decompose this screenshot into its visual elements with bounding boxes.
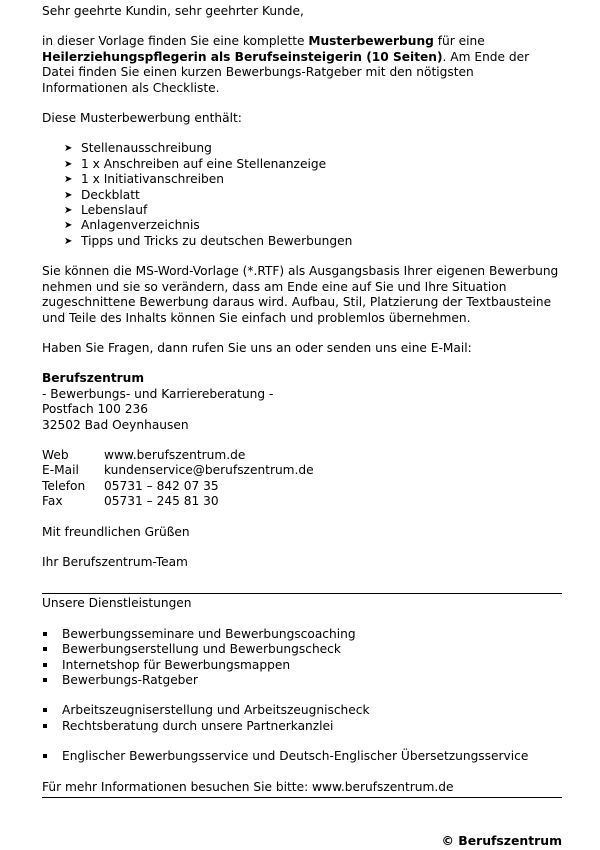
contact-table bbox=[42, 448, 562, 510]
list-item-text: Deckblatt bbox=[81, 187, 140, 202]
contact-value: kundenservice@berufszentrum.de bbox=[104, 463, 314, 478]
contact-label: Telefon bbox=[42, 478, 86, 493]
list-item bbox=[64, 141, 562, 156]
list-item bbox=[64, 157, 562, 172]
arrow-bullet-icon: ➤ bbox=[64, 143, 73, 155]
greeting: Sehr geehrte Kundin, sehr geehrter Kunde, bbox=[42, 4, 304, 18]
services-list-2 bbox=[42, 703, 562, 734]
square-bullet-icon bbox=[43, 708, 47, 712]
questions-paragraph: Haben Sie Fragen, dann rufen Sie uns an oder senden uns eine E-Mail: bbox=[42, 340, 472, 355]
intro-bold-2: Heilerziehungspflegerin als Berufseinsteigerin (10 Seiten) bbox=[42, 49, 443, 64]
arrow-bullet-icon: ➤ bbox=[64, 189, 73, 201]
contents-heading: Diese Musterbewerbung enthält: bbox=[42, 111, 242, 126]
city: 32502 Bad Oeynhausen bbox=[42, 417, 189, 432]
arrow-bullet-icon: ➤ bbox=[64, 235, 73, 247]
list-item: Bewerbungserstellung und Bewerbungscheck bbox=[42, 642, 562, 657]
services-list-1 bbox=[42, 627, 562, 689]
square-bullet-icon bbox=[43, 678, 47, 682]
list-item-text: Anlagenverzeichnis bbox=[81, 218, 200, 233]
list-item bbox=[64, 172, 562, 187]
closing: Mit freundlichen Grüßen bbox=[42, 524, 190, 539]
list-item-text: Tipps und Tricks zu deutschen Bewerbungen bbox=[81, 233, 353, 248]
arrow-bullet-icon: ➤ bbox=[64, 220, 73, 232]
services-list-3 bbox=[42, 749, 562, 764]
company-tagline: - Bewerbungs- und Karriereberatung - bbox=[42, 386, 274, 401]
contact-label: Web bbox=[42, 447, 69, 462]
divider bbox=[42, 797, 562, 798]
list-item: Bewerbungsseminare und Bewerbungscoaching bbox=[42, 627, 562, 642]
list-item-text: 1 x Anschreiben auf eine Stellenanzeige bbox=[81, 156, 327, 171]
square-bullet-icon bbox=[43, 632, 47, 636]
contact-value: 05731 – 842 07 35 bbox=[104, 478, 219, 493]
contents-list bbox=[42, 141, 562, 249]
list-item: Rechtsberatung durch unsere Partnerkanzlei bbox=[42, 719, 562, 734]
usage-paragraph: Sie können die MS-Word-Vorlage (*.RTF) als Ausgangsbasis Ihrer eigenen Bewerbung nehmen und sie so verändern, dass am Ende eine auf Sie und Ihre Situation zugeschnittene Bewerbung daraus wird. Aufbau, Stil, Platzierung der Textbausteine und Teile des Inhalts können Sie einfach und problemlos übernehmen. bbox=[42, 264, 559, 325]
document-page bbox=[42, 4, 562, 798]
list-item bbox=[64, 188, 562, 203]
divider bbox=[42, 593, 562, 594]
list-item-text: Lebenslauf bbox=[81, 203, 148, 218]
square-bullet-icon bbox=[43, 647, 47, 651]
services-heading: Unsere Dienstleistungen bbox=[42, 596, 192, 611]
signature: Ihr Berufszentrum-Team bbox=[42, 554, 188, 569]
address-block bbox=[42, 371, 562, 433]
list-item: Bewerbungs-Ratgeber bbox=[42, 673, 562, 688]
intro-text-1: in dieser Vorlage finden Sie eine komplette bbox=[42, 34, 309, 49]
copyright: © Berufszentrum bbox=[441, 833, 562, 848]
list-item: Arbeitszeugniserstellung und Arbeitszeugnischeck bbox=[42, 703, 562, 718]
list-item-text: 1 x Initiativanschreiben bbox=[81, 172, 224, 187]
contact-value: www.berufszentrum.de bbox=[104, 447, 246, 462]
list-item bbox=[64, 203, 562, 218]
intro-paragraph bbox=[42, 34, 562, 96]
arrow-bullet-icon: ➤ bbox=[64, 174, 73, 186]
square-bullet-icon bbox=[43, 663, 47, 667]
more-info: Für mehr Informationen besuchen Sie bitte: www.berufszentrum.de bbox=[42, 779, 454, 794]
intro-text-3: . Am Ende der Datei finden Sie einen kurzen Bewerbungs-Ratgeber mit den nötigsten Informationen als Checkliste. bbox=[42, 49, 530, 95]
square-bullet-icon bbox=[43, 724, 47, 728]
list-item bbox=[64, 218, 562, 233]
intro-text-2: für eine bbox=[433, 34, 485, 49]
intro-bold-1: Musterbewerbung bbox=[308, 34, 434, 49]
square-bullet-icon bbox=[43, 754, 47, 758]
list-item: Englischer Bewerbungsservice und Deutsch-Englischer Übersetzungsservice bbox=[42, 749, 562, 764]
list-item-text: Stellenausschreibung bbox=[81, 141, 212, 156]
arrow-bullet-icon: ➤ bbox=[64, 158, 73, 170]
contact-label: E-Mail bbox=[42, 463, 79, 478]
contact-label: Fax bbox=[42, 494, 63, 509]
arrow-bullet-icon: ➤ bbox=[64, 205, 73, 217]
list-item: Internetshop für Bewerbungsmappen bbox=[42, 658, 562, 673]
list-item bbox=[64, 234, 562, 249]
contact-value: 05731 – 245 81 30 bbox=[104, 494, 219, 509]
postbox: Postfach 100 236 bbox=[42, 402, 148, 417]
company-name: Berufszentrum bbox=[42, 371, 145, 386]
